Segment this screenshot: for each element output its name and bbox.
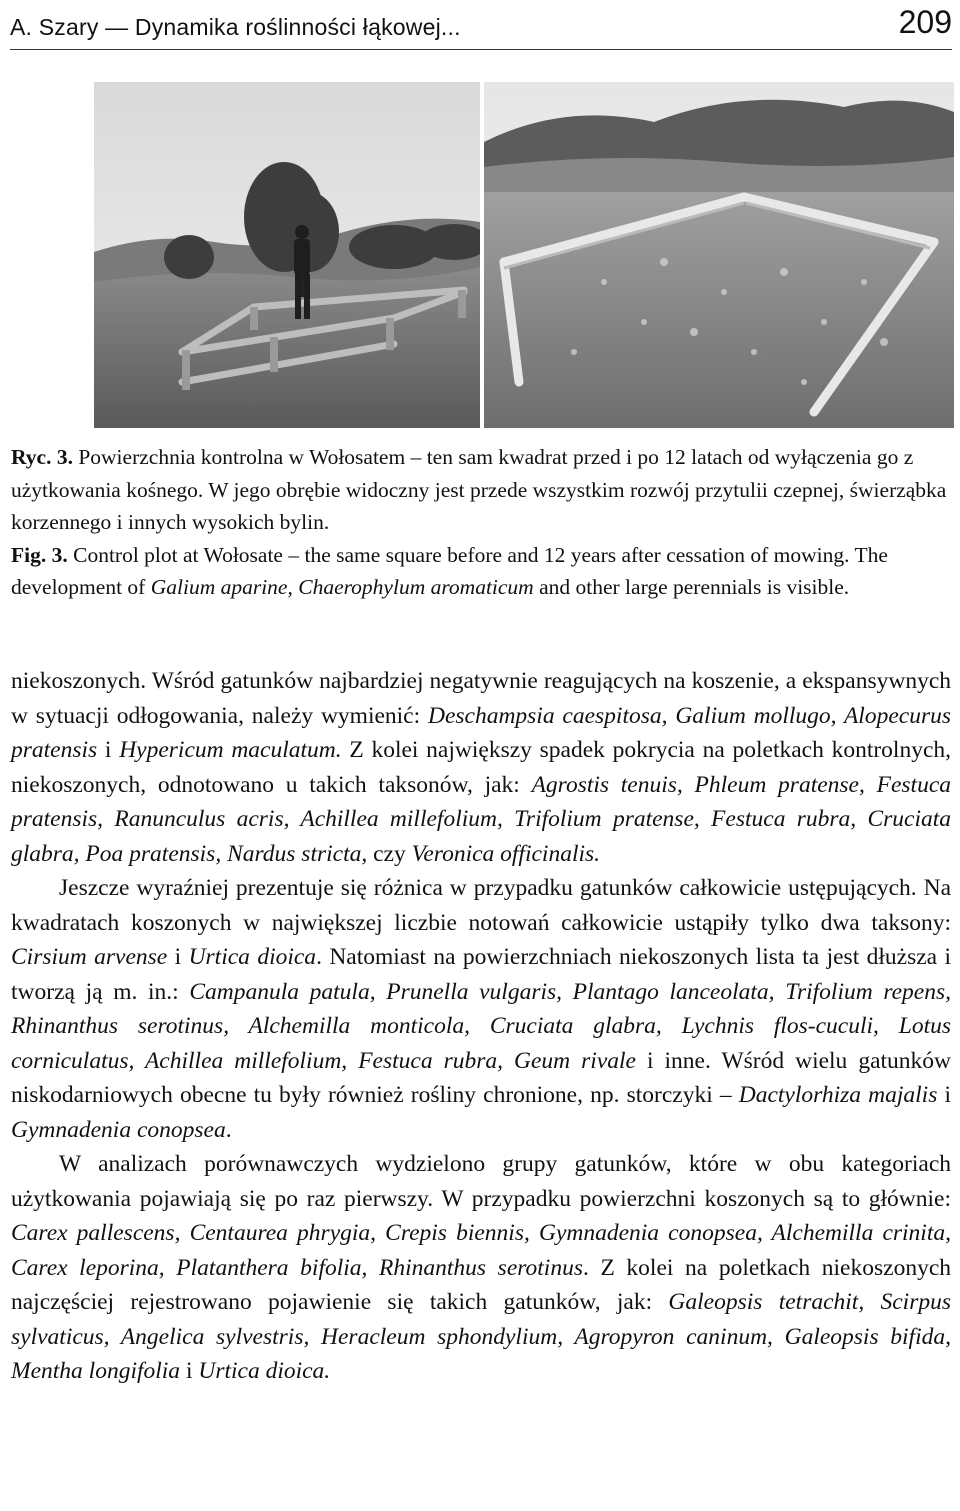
species-name: Urtica dioica. (198, 1358, 331, 1384)
text-run: i (97, 737, 120, 763)
species-name: Hypericum maculatum. (119, 737, 342, 763)
text-run: Jeszcze wyraźniej prezentuje się różnica w przypadku gatunków całkowicie ustępujących. Na kwadratach koszonych w największej liczbie notowań całkowicie ustąpiły tylko dwa taksony: (11, 875, 951, 936)
caption-label-pl: Ryc. 3. (11, 445, 73, 469)
body-paragraph (11, 664, 951, 871)
species-name: Gymnadenia conopsea (11, 1116, 226, 1143)
caption-polish (11, 441, 951, 539)
text-run: i (937, 1082, 951, 1108)
page-header (10, 4, 952, 48)
text-run: . (225, 1116, 232, 1143)
species-name: Galeopsis tetrachit, Scirpus sylvaticus, Angelica sylvestris, Heracleum sphondylium, Agropyron caninum, Galeopsis bifida, Mentha longifolia (11, 1289, 951, 1384)
caption-text-en: Control plot at Wołosate – the same square before and 12 years after cessation of mowing. The development of (11, 542, 888, 599)
text-run: czy (367, 840, 412, 867)
species-name: Cirsium arvense (11, 944, 168, 970)
caption-label-en: Fig. 3. (11, 542, 68, 567)
text-run: . Natomiast na powierzchniach niekoszonych lista ta jest dłuższa i tworzą ją m. in.: (11, 944, 952, 1005)
header-rule (10, 49, 952, 50)
caption-english (11, 539, 951, 604)
text-run: i (180, 1358, 199, 1384)
page-number: 209 (898, 4, 952, 40)
caption-text-en-end: and other large perennials is visible. (533, 575, 850, 599)
caption-text-pl: Powierzchnia kontrolna w Wołosatem – ten sam kwadrat przed i po 12 latach od wyłączenia go z użytkowania kośnego. W jego obrębie widoczny jest przede wszystkim rozwój przytulii czepnej, świerząbka korzennego i innych wysokich bylin. (11, 445, 947, 534)
body-text (11, 664, 951, 1389)
text-run: Z kolei największy spadek pokrycia na poletkach kontrolnych, niekoszonych, odnotowano u takich taksonów, jak: (11, 737, 952, 798)
species-name: Agrostis tenuis, Phleum pratense, Festuca pratensis, Ranunculus acris, Achillea millefolium, Trifolium pratense, Festuca rubra, Cruciata glabra, Poa pratensis, Nardus stricta, (11, 771, 951, 867)
photo-after (484, 82, 954, 428)
body-paragraph (11, 871, 951, 1147)
photo-before (94, 82, 480, 428)
species-name: Deschampsia caespitosa, Galium mollugo, Alopecurus pratensis (11, 702, 951, 763)
caption-species: Galium aparine, Chaerophylum aromaticum (150, 575, 534, 599)
text-run: W analizach porównawczych wydzielono grupy gatunków, które w obu kategoriach użytkowania pojawiają się po raz pierwszy. W przypadku powierzchni koszonych są to głównie: (11, 1151, 951, 1212)
text-run: . Z kolei na poletkach niekoszonych najczęściej rejestrowano pojawienie się takich gatunków, jak: (11, 1254, 951, 1315)
species-name: Dactylorhiza majalis (738, 1082, 938, 1108)
running-head: A. Szary — Dynamika roślinności łąkowej... (10, 14, 461, 40)
text-run: i (167, 944, 189, 970)
species-name: Urtica dioica (188, 944, 317, 970)
species-name: Carex pallescens, Centaurea phrygia, Crepis biennis, Gymnadenia conopsea, Alchemilla crinita, Carex leporina, Platanthera bifolia, Rhinanthus serotinus (11, 1220, 951, 1281)
species-name: Campanula patula, Prunella vulgaris, Plantago lanceolata, Trifolium repens, Rhinanthus serotinus, Alchemilla monticola, Cruciata glabra, Lychnis flos-cuculi, Lotus corniculatus, Achillea millefolium, Festuca rubra, Geum rivale (11, 978, 951, 1074)
figure-caption (11, 441, 951, 604)
figure-photos (10, 82, 954, 428)
body-paragraph (11, 1147, 951, 1389)
species-name: Veronica officinalis. (411, 840, 601, 867)
text-run: niekoszonych. Wśród gatunków najbardziej negatywnie reagujących na koszenie, a ekspansywnych w sytuacji odłogowania, należy wymienić: (11, 668, 951, 729)
text-run: i inne. Wśród wielu gatunków niskodarniowych obecne tu były również rośliny chronione, np. storczyki – (11, 1047, 951, 1108)
